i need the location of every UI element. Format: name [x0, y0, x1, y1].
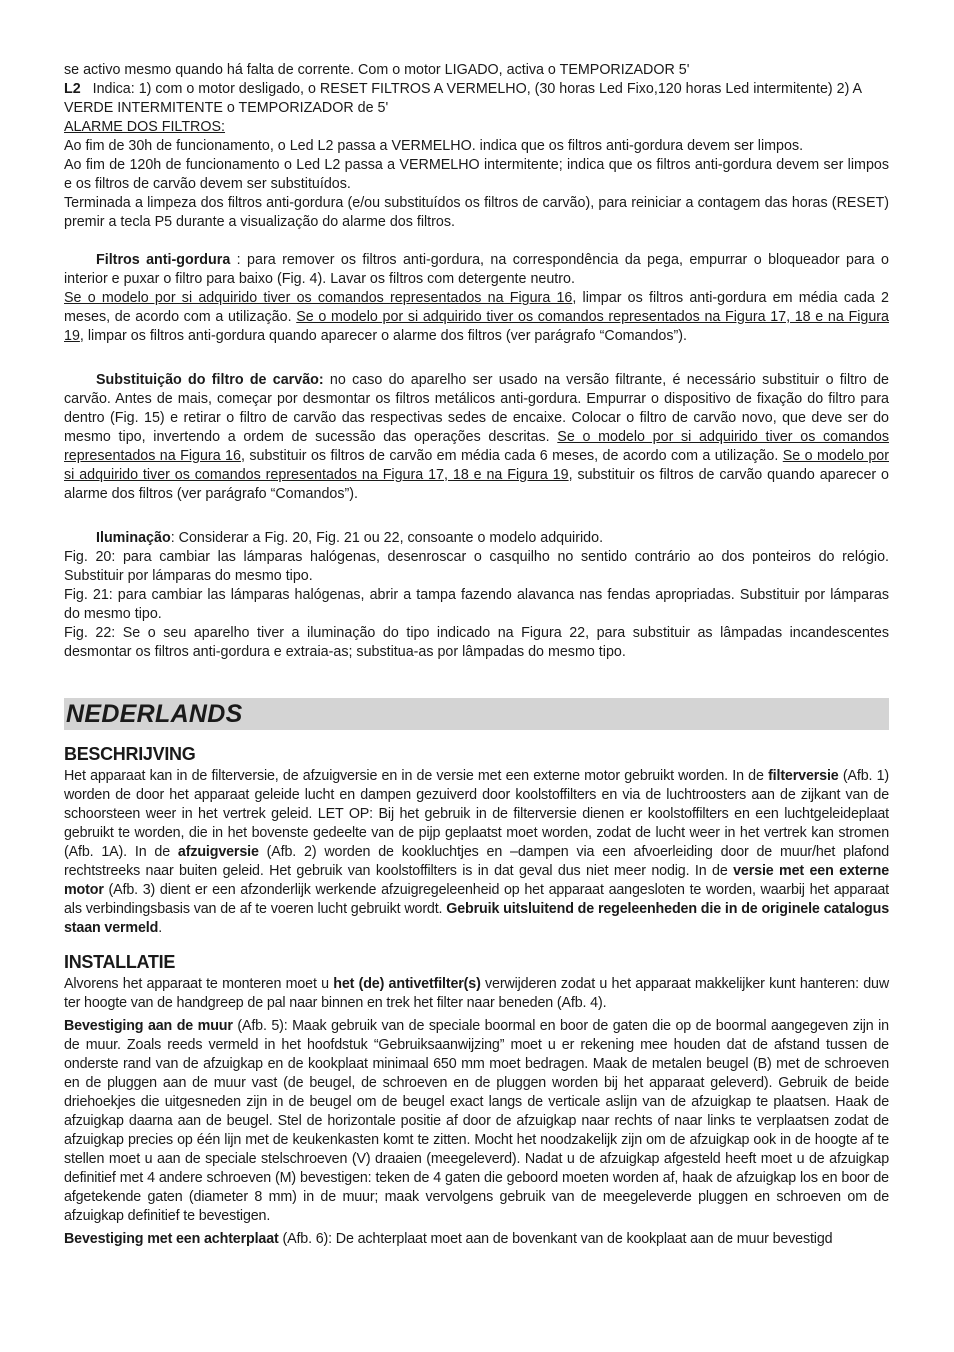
extraction-version-term: afzuigversie	[177, 844, 259, 860]
original-catalogue-note: Gebruik uitsluitend de regeleenheden die in de originele catalogus staan vermeld	[64, 901, 889, 936]
carbon-filter-figure16-note: Se o modelo por si adquirido tiver os comandos representados na Figura 16	[64, 429, 889, 464]
wall-mounting-title: Bevestiging aan de muur	[64, 1018, 233, 1034]
grease-filters-figure17-note: Se o modelo por si adquirido tiver os comandos representados na Figura 17, 18 e na Figura 19	[64, 309, 889, 344]
filter-alarm-paragraph-2: Ao fim de 120h de funcionamento o Led L2 passa a VERMELHO intermitente; indica que os filtros anti-gordura devem ser limpos e os filtros de carvão devem ser substituídos.	[64, 157, 889, 192]
description-heading: BESCHRIJVING	[64, 744, 196, 764]
grease-filter-term: het (de) antivetfilter(s)	[333, 976, 481, 992]
wall-mounting-paragraph: Bevestiging aan de muur (Afb. 5): Maak gebruik van de speciale boormal en boor de gaten die op de boormal aangegeven zijn in de muur. Zoals reeds vermeld in het hoofdstuk “Gebruiksaanwijzing” moet u er rekening mee houden dat de afstand tussen de onderste rand van de afzuigkap en de kookplaat minimaal 650 mm moet bedragen. Maak de metalen beugel (B) met de schroeven en de pluggen aan de muur vast (de beugel, de schroeven en de pluggen worden bij het apparaat geleverd). Gebruik de beide driehoekjes die uitgesneden zijn in de beugel om de beugel exact langs de verticale aslijn van de afzuigkap te plaatsen. Haak de afzuigkap daarna aan de beugel. Stel de horizontale positie af door de afzuigkap naar rechts of naar links te verplaatsen zodat de afzuigkap precies op één lijn met de keukenkasten komt te zitten. Mocht het noodzakelijk zijn om de afzuigkap ook in de hoogte af te stellen moet u aan de speciale stelschroeven (V) draaien (meegeleverd). Nadat u de afzuigkap afgesteld heeft moet u de afzuigkap definitief met 4 andere schroeven (M) bevestigen: teken de 4 gaten die geboord moeten worden af, haak de afzuigkap los en boor de afgetekende gaten (diameter 8 mm) in de muur; maak vervolgens gebruik van de meegeleverde pluggen en schroeven om de afzuigkap definitief te bevestigen.	[64, 1018, 889, 1224]
lighting-fig20: Fig. 20: para cambiar las lámparas halógenas, desenroscar o casquilho no sentido contrário ao dos ponteiros do relógio. Substituir por lámparas do mesmo tipo.	[64, 549, 889, 584]
led-l2-paragraph	[64, 80, 889, 118]
filter-alarm-paragraph-1: Ao fim de 30h de funcionamento, o Led L2 passa a VERMELHO. indica que os filtros anti-gordura devem ser limpos.	[64, 138, 804, 154]
lighting-fig21: Fig. 21: para cambiar las lámparas halógenas, abrir a tampa fazendo alavanca nas fendas apropriadas. Substituir por lámparas do mesmo tipo.	[64, 587, 889, 622]
grease-filters-figure16-note: Se o modelo por si adquirido tiver os comandos representados na Figura 16	[64, 290, 573, 306]
lighting-fig22: Fig. 22: Se o seu aparelho tiver a iluminação do tipo indicado na Figura 22, para substituir as lâmpadas incandescentes desmontar os filtros anti-gordura e extraia-as; substitua-as por lâmpadas do mesmo tipo.	[64, 625, 889, 660]
carbon-filter-figure17-note: Se o modelo por si adquirido tiver os comandos representados na Figura 17, 18 e na Figura 19	[64, 448, 889, 483]
led-l2-text: Indica: 1) com o motor desligado, o RESET FILTROS A VERMELHO, (30 horas Led Fixo,120 horas Led intermitente) 2) A VERDE INTERMITENTE o TEMPORIZADOR de 5'	[64, 81, 862, 116]
lighting-title: Iluminação	[96, 530, 171, 546]
installation-paragraph: Alvorens het apparaat te monteren moet u het (de) antivetfilter(s) verwijderen zodat u het apparaat makkelijker kunt hanteren: duw ter hoogte van de handgreep de pal naar binnen en trek het filter naar beneden (Afb. 4).	[64, 976, 890, 1011]
backplate-mounting-title: Bevestiging met een achterplaat	[64, 1231, 279, 1247]
language-section-title: NEDERLANDS	[64, 698, 889, 730]
carbon-filter-paragraph: Substituição do filtro de carvão: no caso do aparelho ser usado na versão filtrante, é necessário substituir o filtro de carvão. Antes de mais, começar por desmontar os filtros metálicos anti-gordura. Empurrar o dispositivo de fixação do filtro para dentro (Fig. 15) e retirar o filtro de carvão das respectivas sedes de encaixe. Colocar o filtro de carvão novo, que deve ser do mesmo tipo, invertendo a ordem de sucessão das operações descritas. Se o modelo por si adquirido tiver os comandos representados na Figura 16, substituir os filtros de carvão em média cada 6 meses, de acordo com a utilização. Se o modelo por si adquirido tiver os comandos representados na Figura 17, 18 e na Figura 19, substituir os filtros de carvão quando aparecer o alarme dos filtros (ver parágrafo “Comandos”).	[64, 372, 889, 502]
external-motor-term: versie met een externe motor	[64, 863, 889, 898]
led-l1-text: se activo mesmo quando há falta de corrente. Com o motor LIGADO, activa o TEMPORIZADOR 5'	[64, 62, 690, 78]
carbon-filter-title: Substituição do filtro de carvão:	[96, 372, 324, 388]
manual-page	[64, 61, 889, 1249]
led-l2-label: L2	[64, 81, 81, 97]
grease-filters-paragraph: Filtros anti-gordura : para remover os filtros anti-gordura, na correspondência da pega, empurrar o bloqueador para o interior e puxar o filtro para baixo (Fig. 4). Lavar os filtros com detergente neutro. Se o modelo por si adquirido tiver os comandos representados na Figura 16, limpar os filtros anti-gordura em média cada 2 meses, de acordo com a utilização. Se o modelo por si adquirido tiver os comandos representados na Figura 17, 18 e na Figura 19, limpar os filtros anti-gordura quando aparecer o alarme dos filtros (ver parágrafo “Comandos”).	[64, 252, 889, 344]
installation-heading: INSTALLATIE	[64, 952, 176, 972]
description-paragraph: Het apparaat kan in de filterversie, de afzuigversie en in de versie met een externe motor gebruikt worden. In de filterversie (Afb. 1) worden de door het apparaat geleide lucht en dampen gezuiverd door koolstoffilters en via de luchtroosters aan de zijkant van de schoorsteen weer in het vertrek geleid. LET OP: Bij het gebruik in de filterversie dienen er koolstoffilters en een luchtgeleideplaat gebruikt te worden, die in het bovenste gedeelte van de pijp geplaatst moet worden, zodat de lucht weer in het vertrek kan stromen (Afb. 1A). In de afzuigversie (Afb. 2) worden de kookluchtjes en –dampen via een afvoerleiding door de muur/het plafond rechtstreeks naar buiten geleid. Het gebruik van koolstoffilters is in dat geval dus niet meer nodig. In de versie met een externe motor (Afb. 3) dient er een afzonderlijk werkende afzuigregeleenheid op het apparaat aangesloten te worden, waarbij het apparaat als verbindingsbasis van de af te voeren lucht gebruikt wordt. Gebruik uitsluitend de regeleenheden die in de originele catalogus staan vermeld.	[64, 768, 890, 936]
filter-version-term: filterversie	[768, 768, 839, 784]
filter-alarm-paragraph-3: Terminada a limpeza dos filtros anti-gordura (e/ou substituídos os filtros de carvão), para reiniciar a contagem das horas (RESET) premir a tecla P5 durante a visualização do alarme dos filtros.	[64, 195, 889, 230]
lighting-paragraph: Iluminação: Considerar a Fig. 20, Fig. 21 ou 22, consoante o modelo adquirido.	[96, 530, 604, 546]
grease-filters-title: Filtros anti-gordura	[96, 252, 231, 268]
backplate-mounting-paragraph: Bevestiging met een achterplaat (Afb. 6): De achterplaat moet aan de bovenkant van de kookplaat aan de muur bevestigd	[64, 1231, 833, 1247]
filter-alarm-heading: ALARME DOS FILTROS:	[64, 119, 226, 135]
